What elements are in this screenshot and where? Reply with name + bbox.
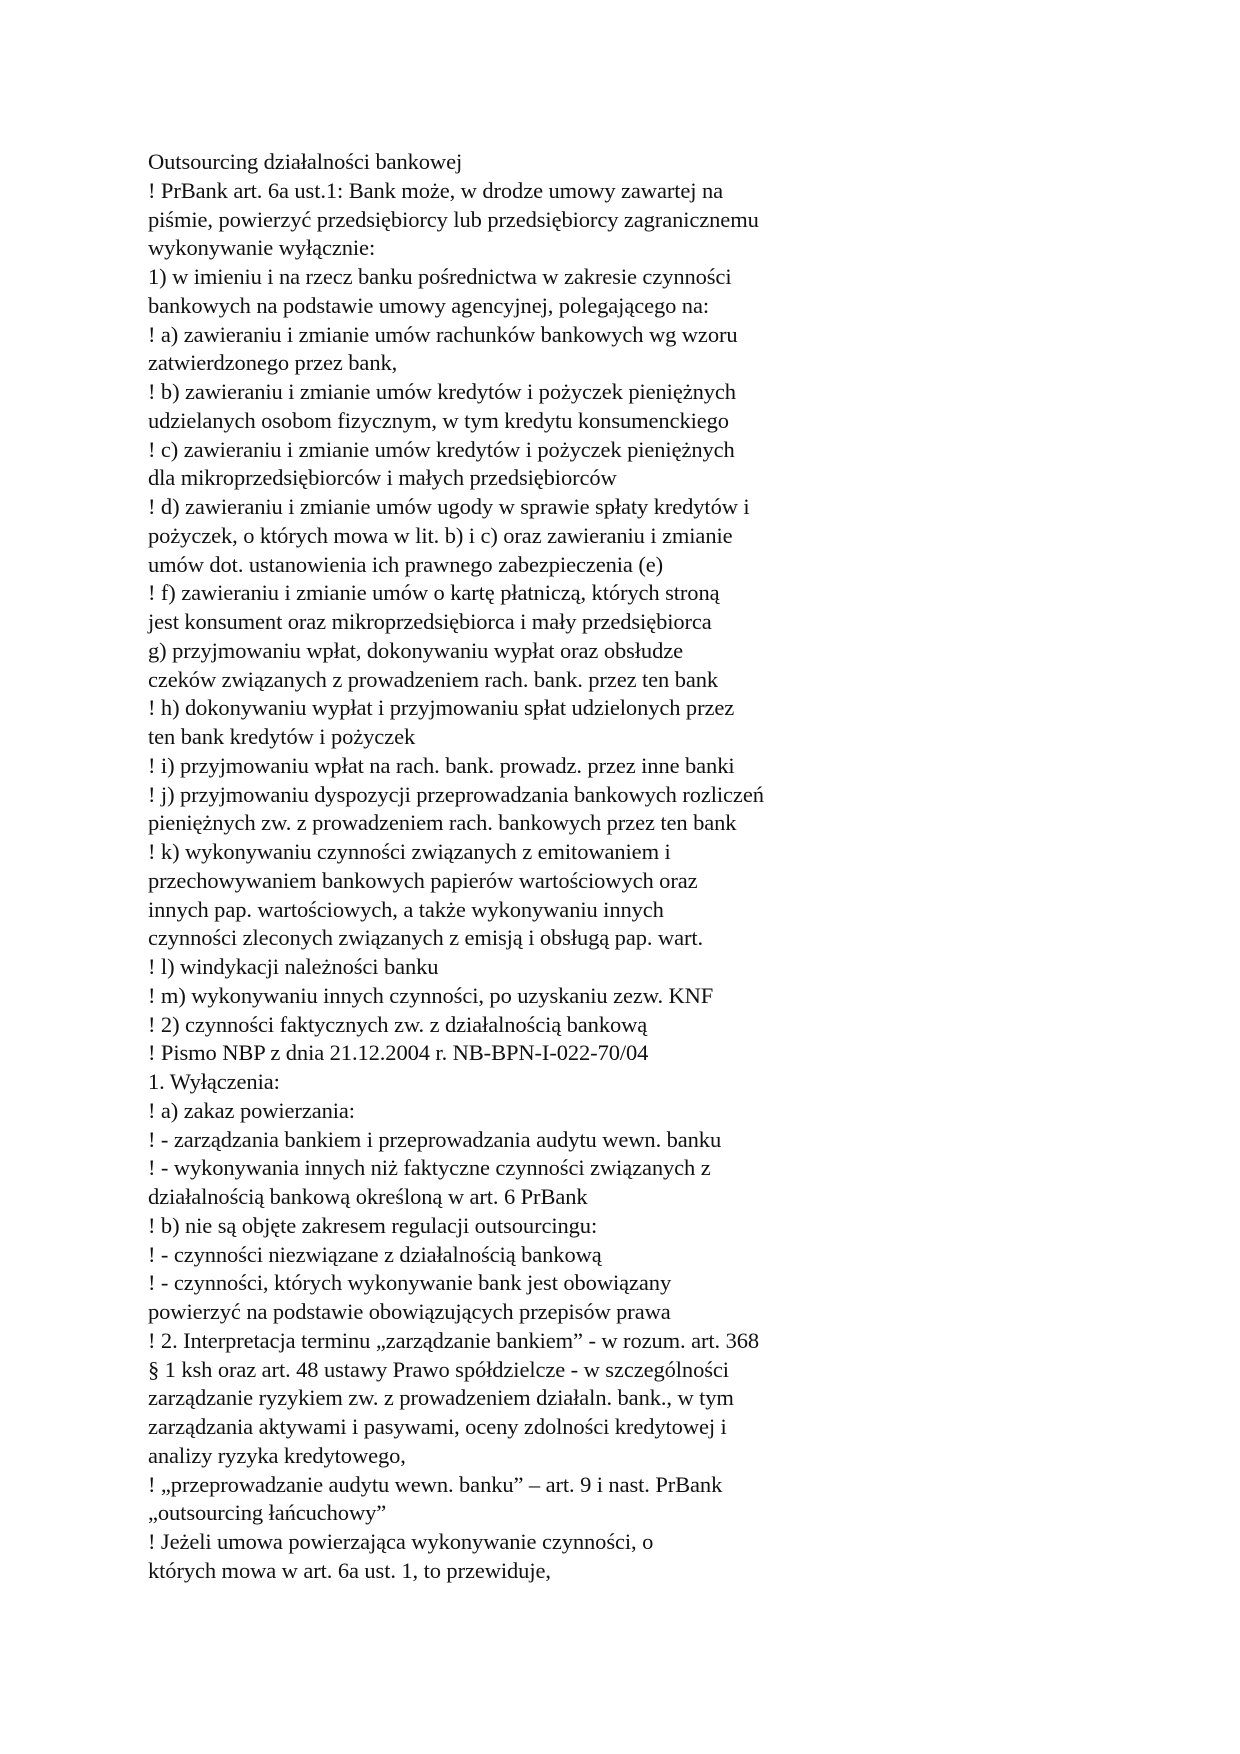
text-line: pieniężnych zw. z prowadzeniem rach. bankowych przez ten bank xyxy=(148,810,737,836)
text-line: ! m) wykonywaniu innych czynności, po uzyskaniu zezw. KNF xyxy=(148,982,714,1008)
text-line: ! - czynności niezwiązane z działalnością bankową xyxy=(148,1241,602,1267)
text-line: ! - zarządzania bankiem i przeprowadzania audytu wewn. banku xyxy=(148,1126,722,1152)
text-line: 1) w imieniu i na rzecz banku pośrednictwa w zakresie czynności xyxy=(148,264,732,289)
text-line: ! - czynności, których wykonywanie bank jest obowiązany xyxy=(148,1270,672,1296)
text-line: 1. Wyłączenia: xyxy=(148,1069,280,1094)
text-line: ! b) zawieraniu i zmianie umów kredytów i pożyczek pieniężnych xyxy=(148,379,736,404)
text-line: ! h) dokonywaniu wypłat i przyjmowaniu spłat udzielonych przez xyxy=(148,695,735,721)
text-line: innych pap. wartościowych, a także wykonywaniu innych xyxy=(148,896,664,922)
text-line: piśmie, powierzyć przedsiębiorcy lub przedsiębiorcy zagranicznemu xyxy=(148,206,759,232)
text-line: ! f) zawieraniu i zmianie umów o kartę płatniczą, których stroną xyxy=(148,580,720,606)
text-line: ! 2. Interpretacja terminu „zarządzanie bankiem” - w rozum. art. 368 xyxy=(148,1327,760,1353)
text-line: czynności zleconych związanych z emisją i obsługą pap. wart. xyxy=(148,925,704,951)
text-line: zarządzania aktywami i pasywami, oceny zdolności kredytowej i xyxy=(148,1414,727,1439)
text-line: ! Jeżeli umowa powierzająca wykonywanie czynności, o xyxy=(148,1529,654,1554)
text-line: ! Pismo NBP z dnia 21.12.2004 r. NB-BPN-I-022-70/04 xyxy=(148,1040,649,1066)
text-line: ! „przeprowadzanie audytu wewn. banku” – art. 9 i nast. PrBank xyxy=(148,1471,723,1497)
text-line: ! c) zawieraniu i zmianie umów kredytów i pożyczek pieniężnych xyxy=(148,436,735,462)
text-line: analizy ryzyka kredytowego, xyxy=(148,1442,406,1468)
text-line: zarządzanie ryzykiem zw. z prowadzeniem działaln. bank., w tym xyxy=(148,1385,734,1411)
text-line: ! - wykonywania innych niż faktyczne czynności związanych z xyxy=(148,1155,711,1181)
text-line: bankowych na podstawie umowy agencyjnej, polegającego na: xyxy=(148,292,709,318)
text-line: ! k) wykonywaniu czynności związanych z emitowaniem i xyxy=(148,839,671,864)
document-title: Outsourcing działalności bankowej xyxy=(148,149,463,174)
text-line: których mowa w art. 6a ust. 1, to przewiduje, xyxy=(148,1557,551,1583)
text-line: ! b) nie są objęte zakresem regulacji outsourcingu: xyxy=(148,1212,598,1238)
text-line: zatwierdzonego przez bank, xyxy=(148,350,398,376)
text-line: ! PrBank art. 6a ust.1: Bank może, w drodze umowy zawartej na xyxy=(148,177,723,203)
text-line: ! a) zakaz powierzania: xyxy=(148,1097,355,1123)
text-line: jest konsument oraz mikroprzedsiębiorca i mały przedsiębiorca xyxy=(148,609,712,634)
text-line: ! j) przyjmowaniu dyspozycji przeprowadzania bankowych rozliczeń xyxy=(148,781,764,807)
text-line: wykonywanie wyłącznie: xyxy=(148,235,376,261)
text-line: udzielanych osobom fizycznym, w tym kredytu konsumenckiego xyxy=(148,407,729,433)
text-line: czeków związanych z prowadzeniem rach. bank. przez ten bank xyxy=(148,666,719,692)
text-line: ! i) przyjmowaniu wpłat na rach. bank. prowadz. przez inne banki xyxy=(148,752,735,778)
text-line: „outsourcing łańcuchowy” xyxy=(148,1500,387,1526)
document-body xyxy=(148,148,888,1586)
text-line: § 1 ksh oraz art. 48 ustawy Prawo spółdzielcze - w szczególności xyxy=(148,1356,729,1382)
text-line: dla mikroprzedsiębiorców i małych przedsiębiorców xyxy=(148,465,617,491)
text-line: powierzyć na podstawie obowiązujących przepisów prawa xyxy=(148,1299,671,1324)
text-line: umów dot. ustanowienia ich prawnego zabezpieczenia (e) xyxy=(148,551,664,577)
text-line: przechowywaniem bankowych papierów wartościowych oraz xyxy=(148,867,698,893)
text-line: pożyczek, o których mowa w lit. b) i c) oraz zawieraniu i zmianie xyxy=(148,522,733,548)
text-line: działalnością bankową określoną w art. 6 PrBank xyxy=(148,1184,588,1209)
text-line: g) przyjmowaniu wpłat, dokonywaniu wypłat oraz obsłudze xyxy=(148,637,683,663)
text-line: ! d) zawieraniu i zmianie umów ugody w sprawie spłaty kredytów i xyxy=(148,494,750,519)
text-line: ! l) windykacji należności banku xyxy=(148,954,439,979)
text-line: ! a) zawieraniu i zmianie umów rachunków bankowych wg wzoru xyxy=(148,321,738,347)
text-line: ten bank kredytów i pożyczek xyxy=(148,724,416,749)
text-line: ! 2) czynności faktycznych zw. z działalnością bankową xyxy=(148,1011,648,1037)
